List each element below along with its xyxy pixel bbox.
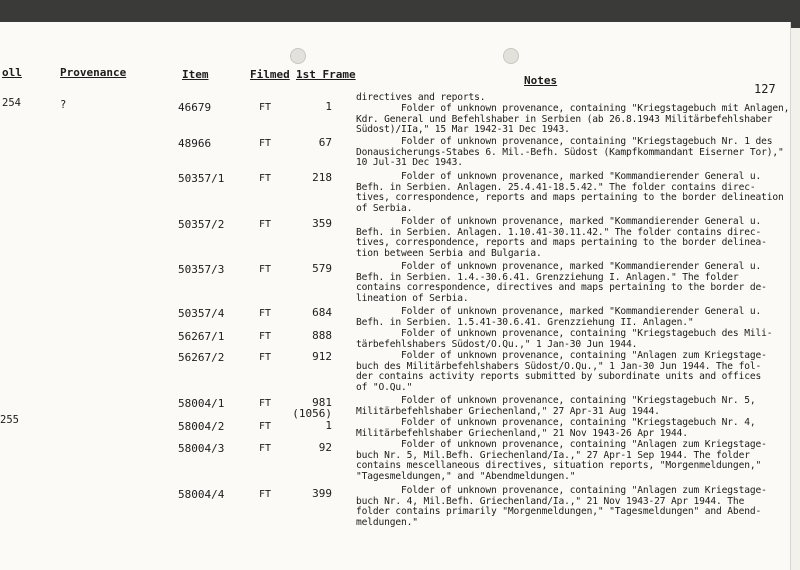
note-entry: Folder of unknown provenance, containing "Kriegstagebuch Nr. 1 des Donausicherungs-Stabes 6. Mil.-Befh. Südost (Kampfkommandant Eiserner Tor)," 10 Jul-31 Dec 1943.	[356, 136, 784, 169]
first-frame: 579	[312, 262, 332, 275]
filmed-code: FT	[259, 173, 272, 184]
header-roll: oll	[2, 66, 22, 79]
header-notes: Notes	[524, 74, 558, 87]
provenance-mark: ?	[60, 99, 67, 111]
note-entry: Folder of unknown provenance, containing "Anlagen zum Kriegstage- buch Nr. 5, Mil.Befh. Griechenland/Ia.," 27 Apr-1 Sep 1944. The folder contains mescellaneous directives, situation reports, "Morgenmeldungen," "Tagesmeldungen," and "Abendmeldungen."	[356, 439, 767, 482]
item-number: 50357/1	[178, 172, 225, 185]
first-frame: 399	[312, 487, 332, 500]
item-number: 50357/4	[178, 307, 225, 320]
filmed-code: FT	[259, 398, 272, 409]
punch-hole	[503, 48, 519, 64]
item-number: 56267/2	[178, 351, 225, 364]
first-frame: 684	[312, 306, 332, 319]
filmed-code: FT	[259, 264, 272, 275]
first-frame: 218	[312, 171, 332, 184]
note-entry: Folder of unknown provenance, containing "Kriegstagebuch Nr. 5, Militärbefehlshaber Griechenland," 27 Apr-31 Aug 1944.	[356, 395, 756, 417]
filmed-code: FT	[259, 138, 272, 149]
page-number: 127	[754, 82, 776, 96]
item-number: 58004/4	[178, 488, 225, 501]
punch-hole	[290, 48, 306, 64]
item-number: 50357/2	[178, 218, 225, 231]
item-number: 56267/1	[178, 330, 225, 343]
filmed-code: FT	[259, 308, 272, 319]
note-entry: Folder of unknown provenance, marked "Kommandierender General u. Befh. in Serbien. Anlagen. 1.10.41-30.11.42." The folder contains direc- tives, correspondence, reports and maps pertaining to the border delinea- tion between Serbia and Bulgaria.	[356, 216, 767, 259]
filmed-code: FT	[259, 352, 272, 363]
first-frame: 359	[312, 217, 332, 230]
filmed-code: FT	[259, 102, 272, 113]
note-entry: directives and reports.	[356, 92, 486, 103]
header-item: Item	[182, 68, 209, 81]
item-number: 50357/3	[178, 263, 225, 276]
filmed-code: FT	[259, 331, 272, 342]
note-entry: Folder of unknown provenance, containing "Kriegstagebuch des Mili- tärbefehlshabers Südost/O.Qu.," 1 Jan-30 Jun 1944.	[356, 328, 773, 350]
first-frame: 1	[325, 100, 332, 113]
filmed-code: FT	[259, 489, 272, 500]
first-frame: 1	[325, 419, 332, 432]
first-frame: 67	[318, 136, 332, 149]
note-entry: Folder of unknown provenance, marked "Kommandierender General u. Befh. in Serbien. 1.5.41-30.6.41. Grenzziehung II. Anlagen."	[356, 306, 762, 328]
note-entry: Folder of unknown provenance, containing "Anlagen zum Kriegstage- buch des Militärbefehlshabers Südost/O.Qu.," 1 Jan-30 Jun 1944. The fol- der contains activity reports submitted by subordinate units and offices of "O.Qu."	[356, 350, 767, 393]
roll-number: 255	[0, 414, 19, 426]
note-entry: Folder of unknown provenance, containing "Kriegstagebuch Nr. 4, Militärbefehlshaber Griechenland," 21 Nov 1943-26 Apr 1944.	[356, 417, 756, 439]
header-provenance: Provenance	[60, 66, 127, 79]
item-number: 48966	[178, 137, 212, 150]
note-entry: Folder of unknown provenance, containing "Anlagen zum Kriegstage- buch Nr. 4, Mil.Befh. Griechenland/Ia.," 21 Nov 1943-27 Apr 1944. The folder contains primarily "Morgenmeldungen," "Tagesmeldungen" and Abend- meldungen."	[356, 485, 767, 528]
item-number: 58004/3	[178, 442, 225, 455]
filmed-code: FT	[259, 219, 272, 230]
first-frame: 912	[312, 350, 332, 363]
item-number: 46679	[178, 101, 212, 114]
roll-number: 254	[2, 97, 21, 109]
first-frame: 888	[312, 329, 332, 342]
note-entry: Folder of unknown provenance, marked "Kommandierender General u. Befh. in Serbien. 1.4.-30.6.41. Grenzziehung I. Anlagen." The folder contains correspondence, directives and maps pertaining to the border de- lineation of Serbia.	[356, 261, 767, 304]
header-first-frame: 1st Frame	[296, 68, 356, 81]
filmed-code: FT	[259, 443, 272, 454]
filmed-code: FT	[259, 421, 272, 432]
first-frame: 92	[318, 441, 332, 454]
header-filmed: Filmed	[250, 68, 290, 81]
first-frame: 981 (1056)	[292, 396, 332, 420]
item-number: 58004/1	[178, 397, 225, 410]
item-number: 58004/2	[178, 420, 225, 433]
note-entry: Folder of unknown provenance, containing "Kriegstagebuch mit Anlagen, Kdr. General und Befehlshaber in Serbien (ab 26.8.1943 Militärbefehlshaber Südost)/IIa," 15 Mar 1942-31 Dec 1943.	[356, 103, 790, 136]
note-entry: Folder of unknown provenance, marked "Kommandierender General u. Befh. in Serbien. Anlagen. 25.4.41-18.5.42." The folder contains direc- tives, correspondence, reports and maps pertaining to the border delineation of Serbia.	[356, 171, 784, 214]
